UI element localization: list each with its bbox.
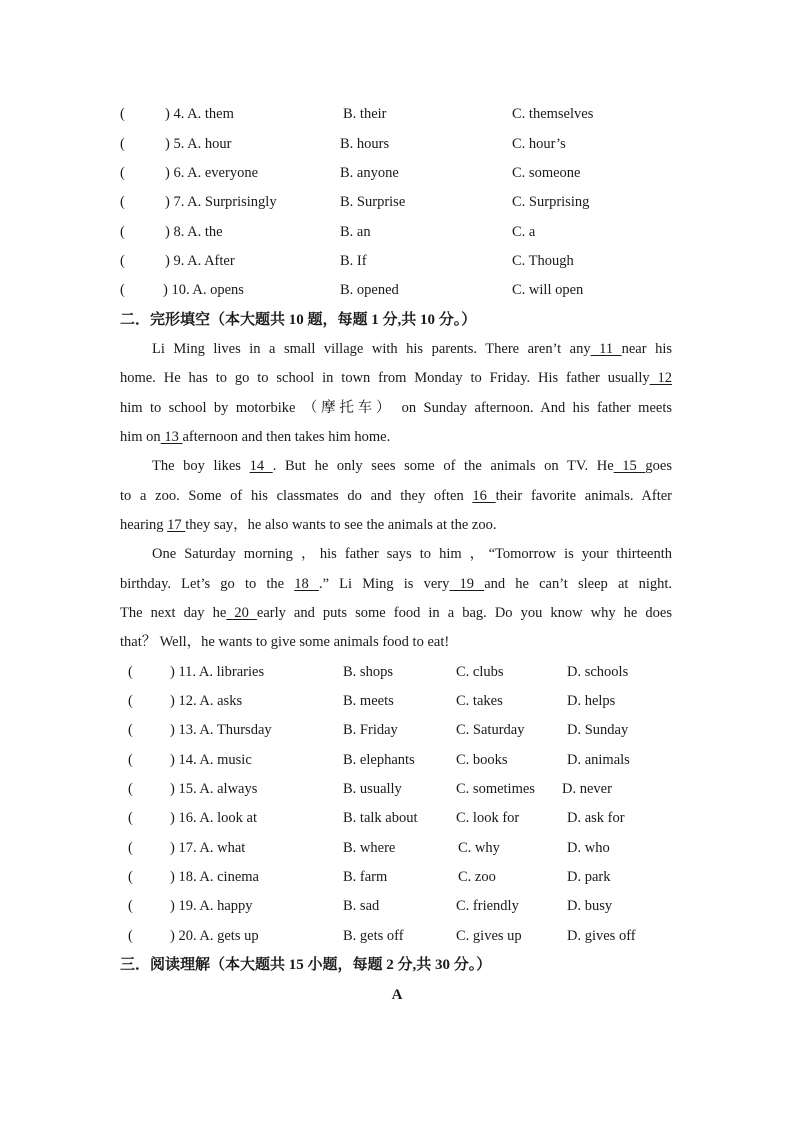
option-b: B. an [340,224,371,240]
passage-text: The boy likes [152,458,250,474]
option-c: C. zoo [458,869,496,885]
passage-line-8: One Saturday morning ，his father says to him ，“Tomorrow is your thirteenth [152,546,672,562]
option-a: ) 10. A. opens [163,282,244,298]
option-a: ) 15. A. always [170,781,258,797]
section-3-title: 三．阅读理解（本大题共 15 小题，每题 2 分,共 30 分。） [120,957,492,973]
passage-a-label: A [391,987,403,1003]
option-a: ) 9. A. After [165,253,235,269]
option-a: ) 12. A. asks [170,693,243,709]
option-b: B. Friday [343,722,398,738]
option-d: D. schools [567,664,629,680]
option-c: C. books [456,752,508,768]
blank-12: 12 [649,370,673,386]
passage-text: .” Li Ming is very [318,576,450,592]
blank-20: 20 [226,605,257,621]
blank-18: 18 [294,576,319,592]
option-b: B. sad [343,898,380,914]
answer-paren: ( [128,781,133,797]
option-a: ) 11. A. libraries [170,664,265,680]
passage-line-11: that？ Well，he wants to give some animals food to eat! [120,634,450,650]
option-b: B. meets [343,693,394,709]
option-b: B. usually [343,781,402,797]
passage-line-10 [120,603,672,623]
passage-text: afternoon and then takes him home. [182,429,391,445]
answer-paren: ( [128,664,133,680]
option-b: B. talk about [343,810,418,826]
option-b: B. hours [340,136,390,152]
blank-16: 16 [472,488,496,504]
passage-line-5 [152,456,672,476]
passage-text: The next day he [120,605,227,621]
passage-line-9 [120,574,672,594]
option-a: ) 6. A. everyone [165,165,259,181]
option-d: D. park [567,869,611,885]
option-c: C. look for [456,810,520,826]
answer-paren: ( [120,224,125,240]
passage-line-4 [120,427,672,447]
option-d: D. Sunday [567,722,629,738]
option-c: C. gives up [456,928,522,944]
passage-text: . But he only sees some of the animals on TV. He [272,458,614,474]
blank-14: 14 [249,458,273,474]
answer-paren: ( [120,253,125,269]
option-d: D. busy [567,898,613,914]
option-c: C. takes [456,693,503,709]
option-d: D. gives off [567,928,636,944]
option-c: C. themselves [512,106,594,122]
section-2-title: 二．完形填空（本大题共 10 题，每题 1 分,共 10 分。） [120,312,477,328]
answer-paren: ( [128,693,133,709]
passage-text: goes [645,458,673,474]
answer-paren: ( [128,840,133,856]
option-a: ) 16. A. look at [170,810,257,826]
option-a: ) 18. A. cinema [170,869,259,885]
passage-text: and he can’t sleep at night. [484,576,672,592]
passage-text: to a zoo. Some of his classmates do and they often [120,488,473,504]
blank-19: 19 [449,576,485,592]
option-a: ) 13. A. Thursday [170,722,272,738]
option-b: B. farm [343,869,388,885]
passage-line-1 [152,339,672,359]
passage-line-7 [120,515,672,535]
option-a: ) 5. A. hour [165,136,232,152]
passage-line-3: him to school by motorbike （摩托车） on Sunday afternoon. And his father meets [120,400,672,416]
option-a: ) 20. A. gets up [170,928,259,944]
option-c: C. clubs [456,664,504,680]
answer-paren: ( [128,869,133,885]
answer-paren: ( [128,722,133,738]
passage-text: birthday. Let’s go to the [120,576,295,592]
option-c: C. friendly [456,898,519,914]
blank-13: 13 [160,429,183,445]
passage-text: hearing [120,517,168,533]
option-a: ) 7. A. Surprisingly [165,194,277,210]
option-a: ) 4. A. them [165,106,234,122]
option-b: B. where [343,840,396,856]
option-a: ) 14. A. music [170,752,252,768]
passage-text: him on [120,429,161,445]
option-b: B. Surprise [340,194,406,210]
passage-text: near his [621,341,672,357]
option-b: B. If [340,253,367,269]
option-d: D. ask for [567,810,625,826]
option-b: B. gets off [343,928,404,944]
option-d: D. helps [567,693,616,709]
blank-15: 15 [613,458,646,474]
option-b: B. elephants [343,752,415,768]
option-c: C. hour’s [512,136,566,152]
passage-text: they say，he also wants to see the animals at the zoo. [185,517,497,533]
option-c: C. Though [512,253,574,269]
option-b: B. anyone [340,165,399,181]
option-b: B. their [343,106,387,122]
option-c: C. someone [512,165,581,181]
option-d: D. who [567,840,610,856]
option-a: ) 8. A. the [165,224,223,240]
answer-paren: ( [128,810,133,826]
option-c: C. will open [512,282,584,298]
passage-text: early and puts some food in a bag. Do you know why he does [256,605,672,621]
blank-17: 17 [167,517,186,533]
option-c: C. a [512,224,536,240]
option-d: D. animals [567,752,630,768]
answer-paren: ( [120,194,125,210]
option-a: ) 19. A. happy [170,898,253,914]
answer-paren: ( [120,165,125,181]
option-c: C. sometimes [456,781,535,797]
passage-text: home. He has to go to school in town from Monday to Friday. His father usually [120,370,650,386]
answer-paren: ( [128,898,133,914]
answer-paren: ( [128,928,133,944]
option-c: C. why [458,840,500,856]
option-a: ) 17. A. what [170,840,246,856]
answer-paren: ( [120,282,125,298]
answer-paren: ( [128,752,133,768]
option-c: C. Surprising [512,194,590,210]
option-b: B. shops [343,664,393,680]
passage-line-6 [120,486,672,506]
option-c: C. Saturday [456,722,525,738]
option-d: D. never [562,781,612,797]
option-b: B. opened [340,282,399,298]
passage-line-2 [120,368,672,388]
blank-11: 11 [590,341,622,357]
answer-paren: ( [120,106,125,122]
passage-text: their favorite animals. After [495,488,672,504]
answer-paren: ( [120,136,125,152]
passage-text: Li Ming lives in a small village with his parents. There aren’t any [152,341,591,357]
